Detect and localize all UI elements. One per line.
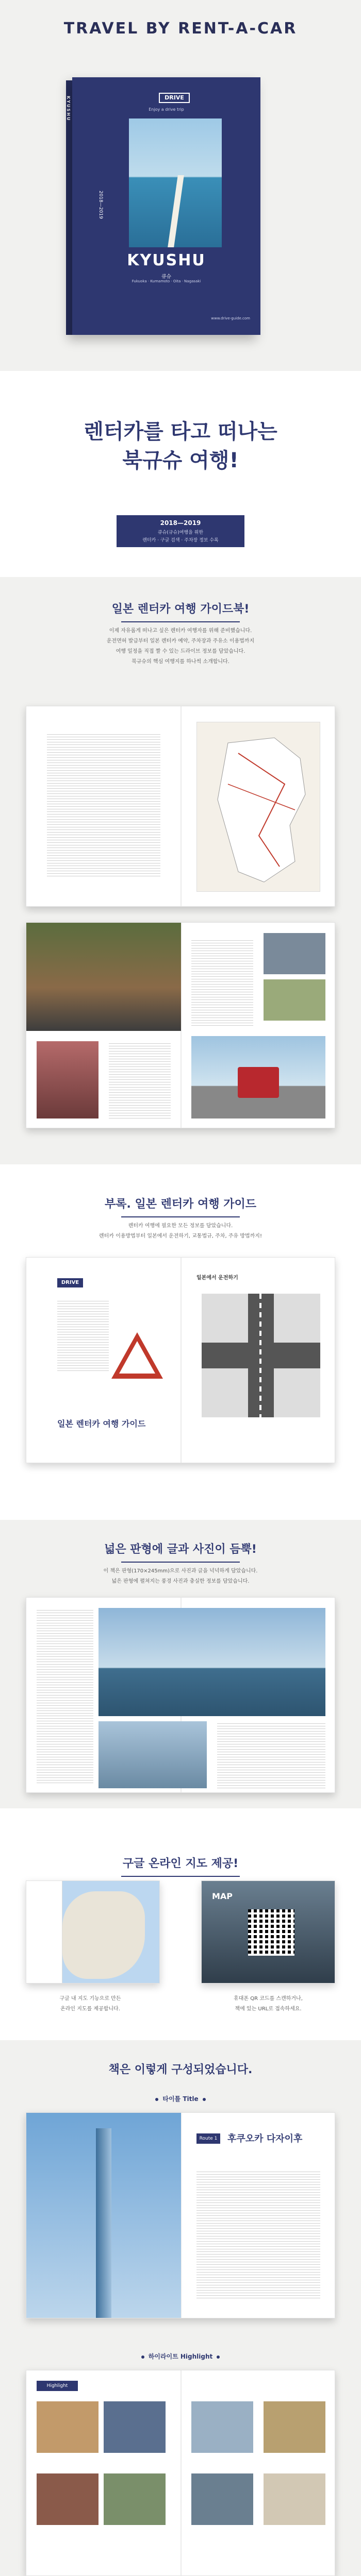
section-2-title [0,1195,361,1217]
book-spine-text: KYUSHU [66,96,71,122]
caption-line: 구글 내 지도 기능으로 만든 [59,1996,121,2002]
book-year: 2018—2019 [98,191,103,219]
appendix-badge: DRIVE [57,1278,83,1287]
section-3-desc-line: 이 책은 판형(170×245mm)으로 사진과 글을 넉넉하게 담았습니다. [103,1568,258,1574]
book-cover-photo [129,118,222,247]
section-4-title-text: 구글 온라인 지도 제공! [122,1857,239,1870]
title-route-tag: Route 1 [196,2133,220,2144]
caption-line: 책에 있는 URL로 접속하세요. [235,2006,302,2012]
sample-spread-map [26,706,335,907]
section-3-title [0,1540,361,1563]
section-1-desc-line: 여행 일정을 직접 짤 수 있는 드라이브 정보를 담았습니다. [116,649,245,654]
section-4-title [0,1855,361,1877]
book-cover [72,77,260,335]
title-heading: 후쿠오카 다자이후 [227,2133,303,2144]
section-2-desc [0,1221,361,1242]
section-2-desc-line: 렌터카 여행에 필요한 모든 정보를 담았습니다. [128,1223,233,1229]
appendix-spread [26,1257,335,1463]
section-5-title [0,2061,361,2077]
map-right-caption [88,1994,361,2014]
book-tagline: Enjoy a drive trip [149,107,184,112]
section-1-title [0,600,361,622]
kyushu-map-image [196,722,320,892]
map-label: MAP [212,1891,233,1901]
section-2-desc-line: 렌터카 이용방법부터 일본에서 운전하기, 교통법규, 주차, 주유 방법까지! [99,1233,262,1239]
section-3-desc-line: 넓은 판형에 펼쳐지는 풍경 사진과 충실한 정보를 담았습니다. [111,1579,250,1584]
google-map-screenshot [26,1880,160,1984]
section-3-desc [0,1566,361,1587]
book-subtitle: 큐슈 [161,274,172,280]
section-1-desc-line: 운전면허 발급부터 일본 렌터카 예약, 주차장과 주유소 이용법까지 [106,638,255,644]
section-1-desc-line: 북규슈의 핵심 여행지를 하나씩 소개합니다. [132,659,229,665]
qr-code-panel [201,1880,335,1984]
section-1-title-text: 일본 렌터카 여행 가이드북! [111,603,250,616]
brand-title: TRAVEL BY RENT-A-CAR [63,20,298,38]
badge-line-2: 렌터카 · 구글 검색 · 주차장 정보 수록 [142,538,219,543]
section-3-title-text: 넓은 판형에 글과 사진이 듬뿍! [104,1543,257,1556]
appendix-right-title: 일본에서 운전하기 [196,1275,238,1281]
section-2-title-text: 부록. 일본 렌터카 여행 가이드 [104,1198,257,1211]
tag-label: 타이틀 [162,2095,181,2103]
appendix-left-title: 일본 렌터카 여행 가이드 [57,1419,146,1429]
qr-code-icon[interactable] [248,1909,294,1956]
sample-spread-photos [26,922,335,1128]
book-title: KYUSHU [127,251,206,269]
book-url: www.drive-guide.com [211,316,250,320]
stop-sign-icon [109,1330,166,1386]
highlight-spread [26,2370,335,2576]
structure-highlight-tag [0,2352,361,2361]
caption-line: 온라인 지도를 제공합니다. [60,2006,120,2012]
tag-en: Title [183,2095,199,2103]
section-1-desc [0,626,361,667]
title-page-spread [26,2112,335,2318]
panorama-spread [26,1597,335,1793]
section-5-title-text: 책은 이렇게 구성되었습니다. [108,2063,253,2076]
hero-section [0,0,361,371]
structure-title-tag [0,2094,361,2103]
section-1-desc-line: 이제 자유롭게 떠나고 싶은 렌터카 여행자를 위해 준비했습니다. [109,628,252,634]
edition-badge [117,515,244,547]
tag-en: Highlight [180,2353,213,2360]
badge-line-1: 큐슈(규슈)여행을 위한 [157,530,204,535]
book-brand-label: DRIVE [159,93,190,103]
headline-line-1: 렌터카를 타고 떠나는 [84,420,277,444]
book-description: Fukuoka · Kumamoto · Oita · Nagasaki [132,279,201,283]
tag-label: 하이라이트 [148,2353,178,2360]
highlight-tag: Highlight [37,2381,78,2391]
badge-year: 2018—2019 [160,519,201,527]
headline-line-2: 북규슈 여행! [122,449,239,472]
caption-line: 휴대폰 QR 코드를 스캔하거나, [234,1996,303,2002]
main-headline [0,417,361,475]
